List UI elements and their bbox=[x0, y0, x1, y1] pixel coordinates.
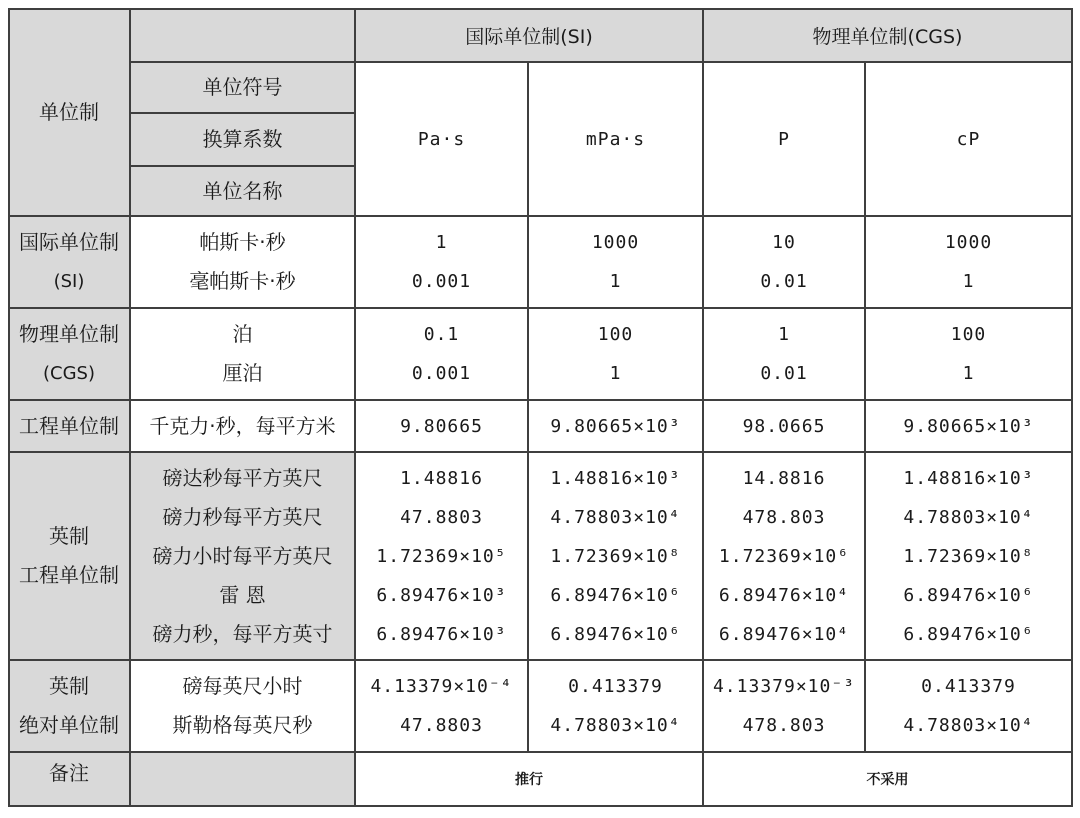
remarks-si bbox=[355, 752, 703, 806]
values-si-col3 bbox=[703, 216, 865, 308]
group-label-line: 物理单位制 bbox=[19, 322, 119, 346]
group-label-line: 英制 bbox=[49, 674, 89, 698]
value-cell: 4.13379×10⁻⁴ bbox=[370, 676, 513, 697]
value-cell: 1 bbox=[609, 271, 622, 292]
value-cell: 1.48816×10³ bbox=[550, 467, 681, 489]
column-unit-pa-s: Pa·s bbox=[417, 128, 466, 150]
unit-system-label: 单位制 bbox=[39, 99, 99, 124]
border-line bbox=[8, 8, 10, 807]
unit-name: 泊 bbox=[232, 322, 253, 346]
value-cell: 6.89476×10⁶ bbox=[903, 584, 1034, 606]
values-engineering-col1 bbox=[355, 400, 528, 452]
values-si-col2 bbox=[528, 216, 703, 308]
unit-names-cgs bbox=[130, 308, 355, 400]
unit-name: 磅力秒，每平方英寸 bbox=[152, 621, 333, 646]
value-cell: 478.803 bbox=[742, 506, 826, 528]
value-cell: 1 bbox=[435, 232, 448, 253]
values-british-absolute-col2 bbox=[528, 660, 703, 752]
value-cell: 9.80665 bbox=[400, 415, 483, 437]
remarks-cgs-text: 不采用 bbox=[866, 772, 909, 788]
unit-system-header bbox=[8, 8, 130, 216]
unit-name: 厘泊 bbox=[222, 361, 263, 385]
unit-name: 千克力·秒，每平方米 bbox=[149, 413, 336, 438]
values-cgs-col2 bbox=[528, 308, 703, 400]
column-header-cp bbox=[865, 62, 1072, 216]
value-cell: 0.413379 bbox=[568, 676, 663, 697]
group-label-line: (CGS) bbox=[43, 363, 95, 384]
unit-name: 磅力秒每平方英尺 bbox=[162, 504, 323, 529]
value-cell: 1 bbox=[609, 363, 622, 384]
border-line bbox=[8, 451, 1072, 453]
remarks-cgs bbox=[703, 752, 1072, 806]
group-label-british-engineering bbox=[8, 452, 130, 660]
group-label-line: 工程单位制 bbox=[19, 563, 119, 587]
value-cell: 9.80665×10³ bbox=[550, 415, 681, 437]
border-line bbox=[130, 61, 1072, 63]
value-cell: 0.001 bbox=[411, 271, 472, 292]
border-line bbox=[8, 307, 1072, 309]
column-header-p bbox=[703, 62, 865, 216]
unit-name: 磅每英尺小时 bbox=[182, 674, 303, 698]
group-label-british-absolute bbox=[8, 660, 130, 752]
value-cell: 0.001 bbox=[411, 363, 472, 384]
unit-name: 帕斯卡·秒 bbox=[199, 230, 286, 254]
value-cell: 47.8803 bbox=[400, 715, 483, 736]
value-cell: 6.89476×10⁶ bbox=[550, 584, 681, 606]
value-cell: 0.01 bbox=[760, 363, 808, 384]
unit-names-british-engineering bbox=[130, 452, 355, 660]
value-cell: 6.89476×10³ bbox=[376, 584, 507, 606]
values-cgs-col3 bbox=[703, 308, 865, 400]
unit-name-label: 单位名称 bbox=[202, 178, 283, 203]
column-header-pa-s bbox=[355, 62, 528, 216]
group-label-engineering bbox=[8, 400, 130, 452]
unit-names-si bbox=[130, 216, 355, 308]
border-line bbox=[354, 8, 356, 807]
border-line bbox=[129, 8, 131, 807]
values-cgs-col1 bbox=[355, 308, 528, 400]
unit-names-engineering bbox=[130, 400, 355, 452]
value-cell: 6.89476×10⁶ bbox=[550, 623, 681, 645]
value-cell: 14.8816 bbox=[742, 467, 826, 489]
border-line bbox=[527, 62, 529, 752]
unit-name: 磅力小时每平方英尺 bbox=[152, 543, 333, 568]
value-cell: 1.72369×10⁵ bbox=[376, 545, 507, 567]
value-cell: 478.803 bbox=[742, 715, 826, 736]
values-british-absolute-col3 bbox=[703, 660, 865, 752]
value-cell: 1 bbox=[778, 324, 790, 345]
value-cell: 6.89476×10⁴ bbox=[718, 584, 850, 606]
border-line bbox=[1071, 8, 1073, 807]
unit-names-british-absolute bbox=[130, 660, 355, 752]
unit-name: 雷 恩 bbox=[219, 582, 266, 607]
unit-name: 斯勒格每英尺秒 bbox=[172, 713, 313, 737]
border-line bbox=[8, 399, 1072, 401]
remarks-empty-cell bbox=[130, 752, 355, 806]
value-cell: 1.72369×10⁸ bbox=[550, 545, 681, 567]
border-line bbox=[130, 112, 355, 114]
value-cell: 47.8803 bbox=[400, 506, 483, 528]
border-line bbox=[702, 8, 704, 807]
group-label-si bbox=[8, 216, 130, 308]
value-cell: 1000 bbox=[591, 232, 640, 253]
si-header bbox=[355, 8, 703, 62]
si-header-label: 国际单位制(SI) bbox=[465, 25, 593, 48]
value-cell: 9.80665×10³ bbox=[903, 415, 1034, 437]
column-unit-p: P bbox=[778, 128, 790, 150]
conversion-factor-header bbox=[130, 113, 355, 166]
remarks-si-text: 推行 bbox=[515, 772, 543, 788]
group-label-line: 国际单位制 bbox=[19, 230, 119, 254]
values-engineering-col4 bbox=[865, 400, 1072, 452]
group-label-line: (SI) bbox=[53, 271, 85, 292]
border-line bbox=[8, 215, 1072, 217]
values-british-engineering-col1 bbox=[355, 452, 528, 660]
unit-symbol-header bbox=[130, 62, 355, 113]
remarks-label-text: 备注 bbox=[49, 761, 89, 785]
border-line bbox=[130, 165, 355, 167]
value-cell: 1.72369×10⁸ bbox=[903, 545, 1034, 567]
values-british-engineering-col2 bbox=[528, 452, 703, 660]
column-unit-cp: cP bbox=[956, 128, 981, 150]
header-corner bbox=[130, 8, 355, 62]
value-cell: 4.78803×10⁴ bbox=[550, 715, 681, 736]
column-header-mpa-s bbox=[528, 62, 703, 216]
value-cell: 0.1 bbox=[423, 324, 460, 345]
unit-name-header bbox=[130, 166, 355, 216]
value-cell: 4.78803×10⁴ bbox=[903, 506, 1034, 528]
border-line bbox=[864, 62, 866, 752]
border-line bbox=[8, 8, 1072, 10]
group-label-cgs bbox=[8, 308, 130, 400]
border-line bbox=[8, 751, 1072, 753]
group-label-line: 英制 bbox=[49, 524, 89, 548]
value-cell: 6.89476×10³ bbox=[376, 623, 507, 645]
unit-name: 磅达秒每平方英尺 bbox=[162, 465, 323, 490]
value-cell: 1 bbox=[962, 271, 975, 292]
cgs-header-label: 物理单位制(CGS) bbox=[812, 25, 963, 48]
value-cell: 6.89476×10⁶ bbox=[903, 623, 1034, 645]
conversion-factor-label: 换算系数 bbox=[202, 127, 283, 151]
value-cell: 100 bbox=[597, 324, 634, 345]
values-british-engineering-col4 bbox=[865, 452, 1072, 660]
group-label-line: 绝对单位制 bbox=[19, 713, 119, 737]
remarks-label bbox=[8, 752, 130, 806]
value-cell: 100 bbox=[950, 324, 987, 345]
unit-name: 毫帕斯卡·秒 bbox=[189, 269, 296, 293]
values-british-absolute-col1 bbox=[355, 660, 528, 752]
value-cell: 1 bbox=[962, 363, 975, 384]
column-unit-mpa-s: mPa·s bbox=[585, 128, 646, 150]
value-cell: 0.01 bbox=[760, 271, 808, 292]
value-cell: 4.13379×10⁻³ bbox=[712, 676, 856, 697]
value-cell: 1.48816×10³ bbox=[903, 467, 1034, 489]
values-british-absolute-col4 bbox=[865, 660, 1072, 752]
value-cell: 4.78803×10⁴ bbox=[550, 506, 681, 528]
values-engineering-col2 bbox=[528, 400, 703, 452]
value-cell: 98.0665 bbox=[742, 415, 826, 437]
border-line bbox=[8, 805, 1072, 807]
values-si-col1 bbox=[355, 216, 528, 308]
cgs-header bbox=[703, 8, 1072, 62]
value-cell: 1.48816 bbox=[400, 467, 483, 489]
value-cell: 4.78803×10⁴ bbox=[903, 715, 1034, 736]
value-cell: 6.89476×10⁴ bbox=[718, 623, 850, 645]
value-cell: 10 bbox=[772, 232, 796, 253]
values-si-col4 bbox=[865, 216, 1072, 308]
values-engineering-col3 bbox=[703, 400, 865, 452]
value-cell: 0.413379 bbox=[921, 676, 1016, 697]
group-label-line: 工程单位制 bbox=[19, 413, 119, 438]
unit-symbol-label: 单位符号 bbox=[202, 75, 283, 99]
value-cell: 1000 bbox=[944, 232, 993, 253]
values-british-engineering-col3 bbox=[703, 452, 865, 660]
border-line bbox=[8, 659, 1072, 661]
value-cell: 1.72369×10⁶ bbox=[718, 545, 850, 567]
values-cgs-col4 bbox=[865, 308, 1072, 400]
